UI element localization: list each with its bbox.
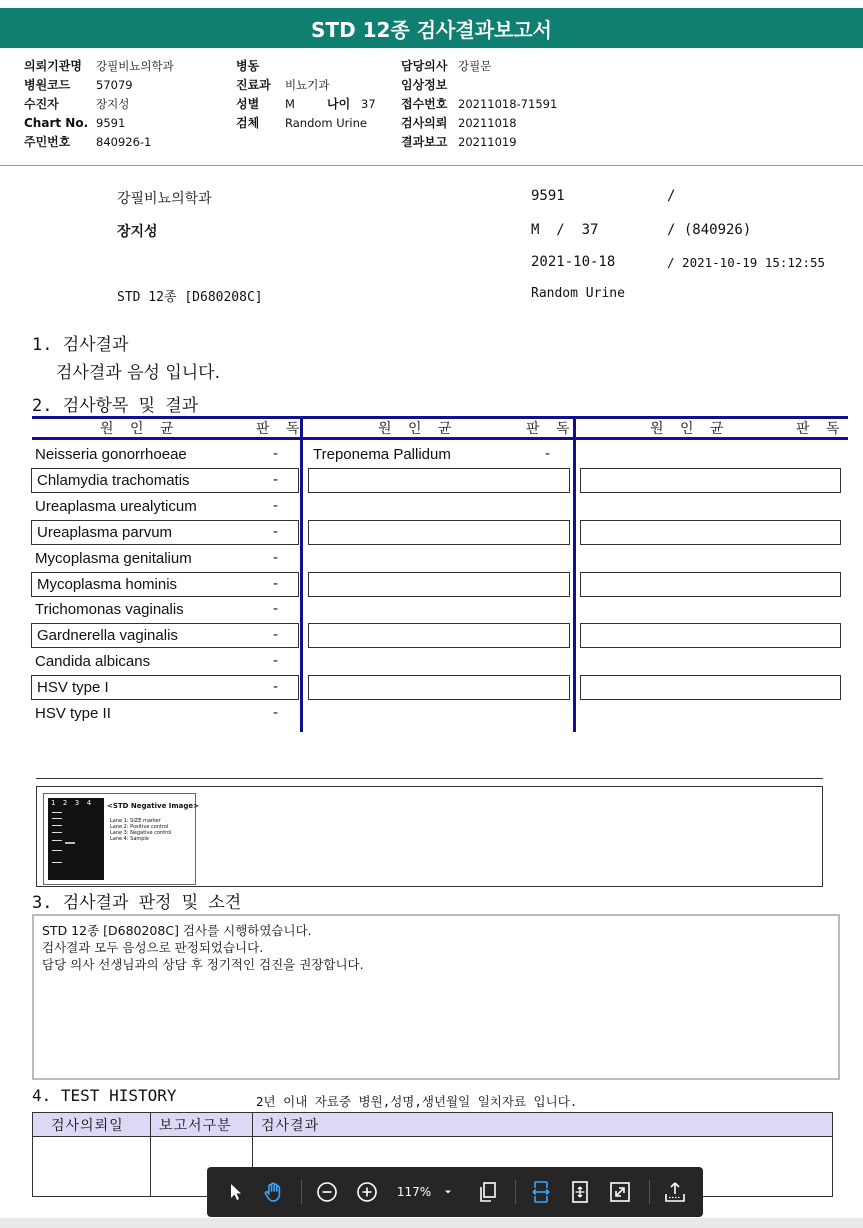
info-test-name: STD 12종 [D680208C] [117, 290, 263, 305]
section-1-title: 1. 검사결과 [32, 335, 129, 355]
field-label: 병원코드 [24, 78, 71, 92]
field-label: 진료과 [236, 78, 271, 92]
field-value: 9591 [96, 115, 126, 130]
organism-name: HSV type I [31, 675, 299, 700]
header-field [24, 56, 174, 75]
marker-band [52, 840, 62, 841]
header-col-2 [236, 56, 376, 132]
organism-result: - [273, 524, 279, 540]
gel-legend-item: Lane 2: Positive control [110, 824, 169, 830]
info-specimen: Random Urine [531, 286, 625, 301]
opinion-line: 검사결과 모두 음성으로 판정되었습니다. [42, 940, 264, 955]
organism-name: Candida albicans [35, 653, 151, 670]
organism-name: Trichomonas vaginalis [35, 601, 184, 618]
header-field [24, 94, 174, 113]
col-header-organism: 원 인 균 [100, 421, 180, 437]
col-header-organism: 원 인 균 [378, 421, 458, 437]
hand-icon [262, 1180, 286, 1204]
info-slash: / [667, 188, 676, 204]
divider [36, 778, 823, 779]
pdf-toolbar [207, 1167, 703, 1217]
organism-name: HSV type II [35, 705, 111, 722]
organism-name: Mycoplasma hominis [31, 572, 299, 597]
gel-title: <STD Negative Image> [107, 802, 200, 810]
copy-pages-icon [478, 1181, 498, 1203]
page-view-button[interactable] [473, 1167, 503, 1217]
field-label: Chart No. [24, 115, 89, 130]
opinion-box [32, 914, 840, 1080]
zoom-out-button[interactable] [313, 1167, 341, 1217]
upload-icon [663, 1181, 687, 1203]
field-value: 강필문 [458, 58, 492, 73]
organism-result: - [273, 498, 279, 514]
empty-cell [580, 572, 841, 597]
header-field [401, 75, 557, 94]
empty-cell [308, 468, 570, 493]
marker-band [52, 862, 62, 863]
gel-legend-item: Lane 4: Sample [110, 836, 149, 842]
fit-width-button[interactable] [525, 1167, 557, 1217]
info-clinic: 강필비뇨의학과 [117, 191, 212, 207]
field-label: 검사의뢰 [401, 116, 448, 130]
toolbar-separator [515, 1180, 516, 1204]
history-header-cell: 검사결과 [253, 1113, 833, 1137]
cursor-icon [228, 1183, 244, 1201]
field-value: 20211018-71591 [458, 96, 558, 111]
gel-legend-item: Lane 1: SIZE marker [110, 818, 161, 824]
gel-image-box [36, 786, 823, 887]
field-value: 강필비뇨의학과 [96, 58, 174, 73]
header-field [24, 113, 174, 132]
organism-name: Neisseria gonorrhoeae [35, 446, 187, 463]
info-request-date: 2021-10-18 [531, 254, 616, 270]
toolbar-separator [301, 1180, 302, 1204]
opinion-line: 담당 의사 선생님과의 상담 후 정기적인 검진을 권장합니다. [42, 957, 364, 972]
col-header-result: 판 독 [526, 421, 576, 437]
empty-cell [308, 623, 570, 648]
positive-band [65, 842, 75, 844]
marker-band [52, 812, 62, 813]
empty-cell [580, 520, 841, 545]
header-field [401, 132, 557, 151]
fit-page-button[interactable] [565, 1167, 595, 1217]
empty-cell [580, 468, 841, 493]
section-1-summary: 검사결과 음성 입니다. [56, 363, 221, 383]
gel-image [43, 793, 200, 885]
info-sex-age: M / 37 [531, 222, 599, 238]
empty-cell [308, 520, 570, 545]
section-2-title: 2. 검사항목 및 결과 [32, 396, 199, 416]
history-header-row [33, 1113, 833, 1137]
field-value: 840926-1 [96, 134, 152, 149]
zoom-out-icon [316, 1181, 338, 1203]
toolbar-separator [649, 1180, 650, 1204]
field-label: 담당의사 [401, 59, 448, 73]
opinion-line: STD 12종 [D680208C] 검사를 시행하였습니다. [42, 923, 312, 938]
field-label: 접수번호 [401, 97, 448, 111]
history-header-cell: 검사의뢰일 [33, 1113, 151, 1137]
header-field [401, 56, 557, 75]
organism-result: - [273, 550, 279, 566]
info-chart: 9591 [531, 188, 565, 204]
marker-band [52, 850, 62, 851]
header-field [24, 132, 174, 151]
organism-result: - [273, 601, 279, 617]
organism-name: Chlamydia trachomatis [31, 468, 299, 493]
gel-legend [110, 818, 172, 842]
col-header-result: 판 독 [256, 421, 306, 437]
field-value: 20211018 [458, 115, 517, 130]
hand-tool-button[interactable] [257, 1167, 291, 1217]
field-value: 57079 [96, 77, 133, 92]
organism-result: - [545, 446, 551, 462]
history-note: 2년 이내 자료중 병원,성명,생년월일 일치자료 입니다. [256, 1094, 578, 1109]
organism-result: - [273, 679, 279, 695]
organism-result: - [273, 653, 279, 669]
empty-cell [580, 675, 841, 700]
organism-result: - [273, 576, 279, 592]
history-header-cell: 보고서구분 [151, 1113, 253, 1137]
field-label: 주민번호 [24, 135, 71, 149]
header-col-3 [401, 56, 557, 151]
history-cell [33, 1137, 151, 1197]
header-field [24, 75, 174, 94]
field-label: 의뢰기관명 [24, 59, 82, 73]
report-header [0, 50, 863, 166]
header-field [401, 113, 557, 132]
organism-name: Gardnerella vaginalis [31, 623, 299, 648]
empty-cell [308, 675, 570, 700]
field-label: 임상정보 [401, 78, 448, 92]
age-value: 37 [361, 96, 376, 111]
col-header-result: 판 독 [796, 421, 846, 437]
header-field [236, 75, 376, 94]
zoom-dropdown[interactable] [393, 1167, 459, 1217]
marker-band [52, 832, 62, 833]
col-header-organism: 원 인 균 [650, 421, 730, 437]
select-tool-button[interactable] [221, 1167, 251, 1217]
organism-result: - [273, 472, 279, 488]
fullscreen-button[interactable] [605, 1167, 635, 1217]
empty-cell [308, 572, 570, 597]
section-3-title: 3. 검사결과 판정 및 소견 [32, 893, 242, 913]
field-value: Random Urine [285, 115, 367, 130]
fullscreen-icon [609, 1181, 631, 1203]
marker-band [52, 818, 62, 819]
table-divider-1 [300, 416, 303, 732]
fit-page-icon [569, 1180, 591, 1204]
info-ssn: / (840926) [667, 222, 752, 238]
share-button[interactable] [659, 1167, 691, 1217]
organism-result: - [273, 627, 279, 643]
table-divider-2 [573, 416, 576, 732]
zoom-level: 117% [396, 1185, 432, 1199]
gel-lane-numbers: 1 2 3 4 [51, 799, 93, 807]
field-label: 수진자 [24, 97, 59, 111]
zoom-in-icon [356, 1181, 378, 1203]
field-value: M [285, 96, 295, 111]
organism-result: - [273, 446, 279, 462]
section-4-title: 4. TEST HISTORY [32, 1086, 177, 1105]
organism-name: Ureaplasma urealyticum [35, 498, 197, 515]
info-report-datetime: / 2021-10-19 15:12:55 [667, 255, 826, 270]
field-value: 장지성 [96, 96, 130, 111]
header-col-1 [24, 56, 174, 151]
header-field [401, 94, 557, 113]
field-value: 20211019 [458, 134, 517, 149]
field-label: 결과보고 [401, 135, 448, 149]
empty-cell [580, 623, 841, 648]
age-label: 나이 [327, 97, 351, 111]
gel-photo [48, 798, 104, 880]
organism-name: Treponema Pallidum [313, 446, 451, 463]
header-field [236, 113, 376, 132]
info-name: 장지성 [117, 224, 158, 240]
fit-width-icon [530, 1180, 552, 1204]
header-field [236, 56, 376, 75]
gel-legend-item: Lane 3: Negative control [110, 830, 172, 836]
field-value: 비뇨기과 [285, 77, 330, 92]
report-title: STD 12종 검사결과보고서 [0, 8, 863, 48]
field-label: 병동 [236, 59, 260, 73]
header-field [236, 94, 376, 113]
organism-name: Ureaplasma parvum [31, 520, 299, 545]
zoom-in-button[interactable] [353, 1167, 381, 1217]
field-label: 성별 [236, 97, 260, 111]
marker-band [52, 825, 62, 826]
field-label: 검체 [236, 116, 260, 130]
organism-name: Mycoplasma genitalium [35, 550, 192, 567]
chevron-down-icon [441, 1187, 455, 1197]
organism-result: - [273, 705, 279, 721]
